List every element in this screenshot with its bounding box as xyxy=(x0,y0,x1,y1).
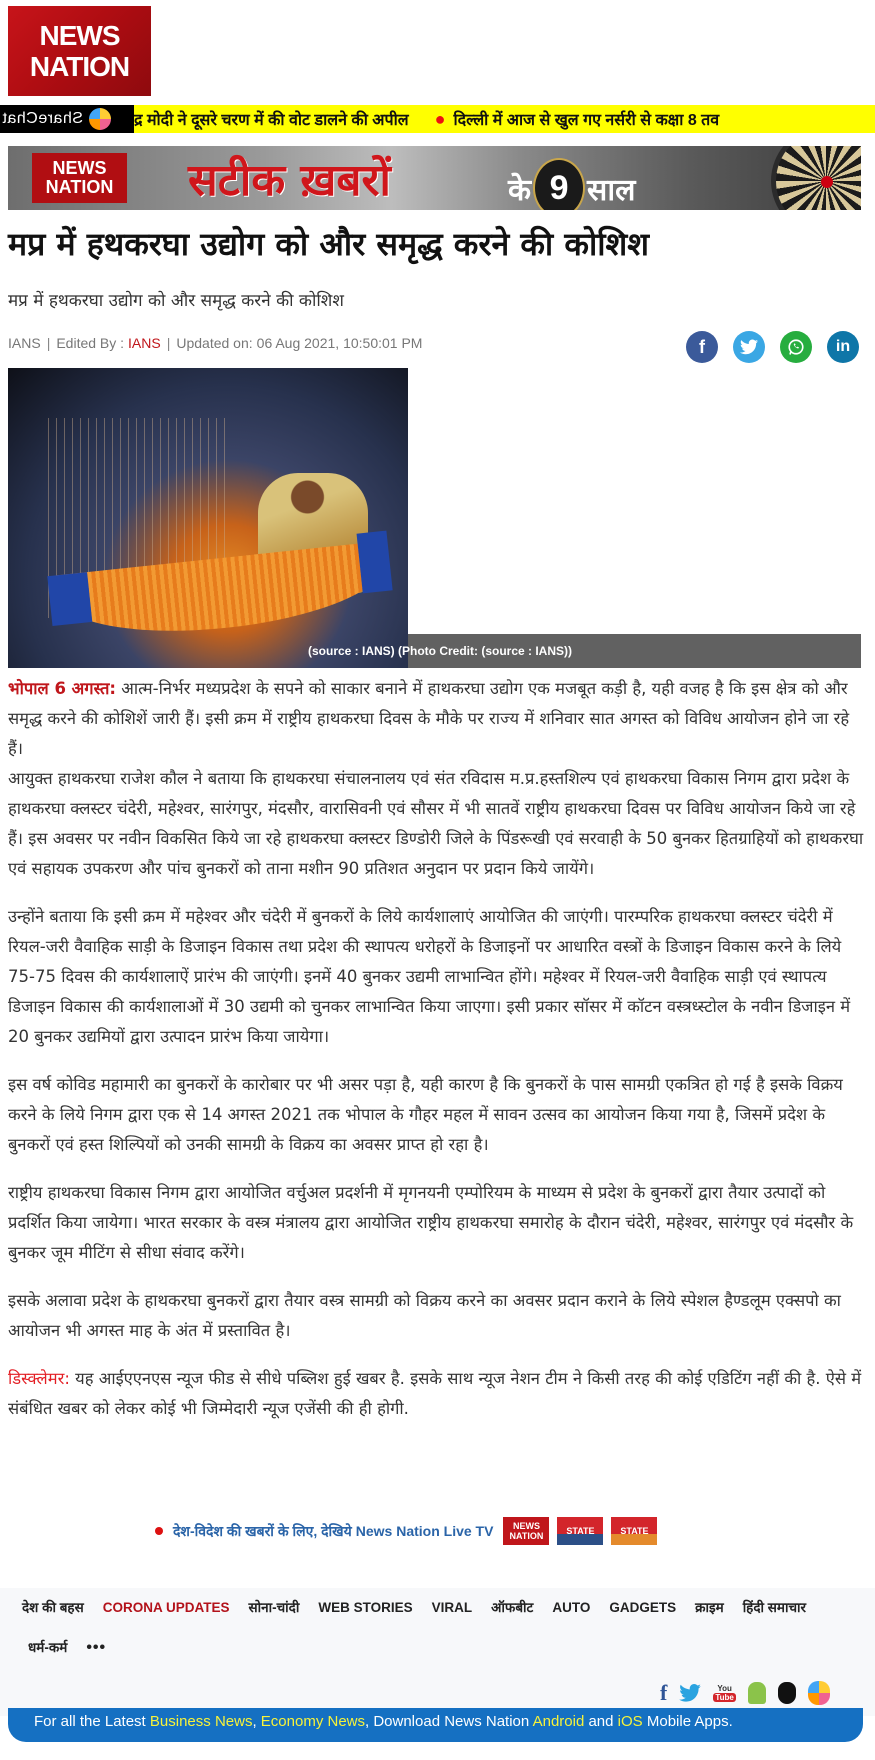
android-icon[interactable] xyxy=(748,1682,766,1704)
sharechat-icon xyxy=(89,108,111,130)
news-nation-channel-logo[interactable]: NEWS NATION xyxy=(503,1517,549,1545)
ticker-item[interactable]: ● दिल्ली में आज से खुल गए नर्सरी से कक्षा 8 तव xyxy=(434,108,720,129)
lead-image-container xyxy=(8,368,861,668)
ticker-items xyxy=(134,105,745,133)
more-menu-icon[interactable]: ••• xyxy=(86,1639,107,1656)
footer-nav-item[interactable]: देश की बहस xyxy=(22,1600,84,1615)
article-paragraph: राष्ट्रीय हाथकरघा विकास निगम द्वारा आयोजित वर्चुअल प्रदर्शनी में मृगनयनी एम्पोरियम के माध्यम से प्रदेश के बुनकरों द्वारा तैयार उत्पादों को प्रदर्शित किया जायेगा। भारत सरकार के वस्त्र मंत्रालय द्वारा आयोजित राष्ट्रीय हाथकरघा समारोह के दौरान चंदेरी, महेश्वर, सारंगपुर एवं मंदसौर के बुनकर जूम मीटिंग से सीधा संवाद करेंगे। xyxy=(8,1183,854,1262)
updated-label: Updated on: xyxy=(176,335,253,351)
disclaimer xyxy=(8,1364,864,1424)
live-tv-link[interactable]: News Nation Live TV xyxy=(355,1523,494,1539)
bullet-icon xyxy=(155,1527,163,1535)
footer xyxy=(0,1588,875,1716)
banner-title: सटीक ख़बरों xyxy=(188,155,391,206)
twitter-icon[interactable] xyxy=(679,1684,701,1702)
footer-nav xyxy=(22,1588,862,1668)
footer-social-links xyxy=(660,1680,842,1706)
facebook-share-button[interactable] xyxy=(686,331,718,363)
twitter-icon xyxy=(740,339,758,355)
app-download-bar: For all the Latest Business News, Economy News, Download News Nation Android and iOS Mobile Apps. xyxy=(8,1708,863,1742)
footer-nav-item-corona[interactable]: CORONA UPDATES xyxy=(102,1600,230,1615)
separator: | xyxy=(46,335,51,351)
dartboard-icon xyxy=(771,146,861,210)
author[interactable]: IANS xyxy=(8,335,41,351)
article-paragraph: इस वर्ष कोविड महामारी का बुनकरों के कारोबार पर भी असर पड़ा है, यही कारण है कि बुनकरों के पास सामग्री एकत्रित हो गई है इसके विक्रय करने के लिये निगम द्वारा एक से 14 अगस्त 2021 तक भोपाल के गौहर महल में सावन उत्सव का आयोजन किया गया है, जिसमें प्रदेश के बुनकरों एवं हस्त शिल्पियों को उनकी सामग्री के विक्रय का अवसर प्राप्त हो रहा है। xyxy=(8,1075,843,1154)
business-news-link[interactable]: Business News xyxy=(149,1713,253,1730)
updated-timestamp: 06 Aug 2021, 10:50:01 PM xyxy=(256,335,423,351)
footer-nav-item[interactable]: सोना-चांदी xyxy=(248,1600,300,1615)
linkedin-share-button[interactable] xyxy=(827,331,859,363)
image-caption: (source : IANS) (Photo Credit: (source : IANS)) xyxy=(308,644,573,658)
live-tv-text: देश-विदेश की खबरों के लिए, देखिये xyxy=(173,1522,352,1539)
linkedin-icon: in xyxy=(835,338,851,355)
facebook-icon[interactable]: f xyxy=(660,1680,668,1705)
news-state-up-channel-logo[interactable]: STATE xyxy=(557,1517,603,1545)
ticker-item[interactable]: द्र मोदी ने दूसरे चरण में की वोट डालने की अपील xyxy=(134,112,409,129)
banner-logo: NEWS NATION xyxy=(32,153,127,203)
disclaimer-label: डिस्क्लेमर: xyxy=(8,1369,70,1388)
footer-nav-item[interactable]: ऑफबीट xyxy=(491,1600,534,1615)
edited-by-label: Edited By : xyxy=(56,335,125,351)
disclaimer-text: यह आईएएनएस न्यूज फीड से सीधे पब्लिश हुई खबर है. इसके साथ न्यूज नेशन टीम ने किसी तरह की कोई एडिटिंग नहीं की है. ऐसे में संबंधित खबर को लेकर कोई भी जिम्मेदारी न्यूज एजेंसी की ही होगी. xyxy=(8,1369,862,1418)
article-paragraph: उन्होंने बताया कि इसी क्रम में महेश्वर और चंदेरी में बुनकरों के लिये कार्यशालाएं आयोजित की जाएंगी। पारम्परिक हाथकरघा क्लस्टर चंदेरी में रियल-जरी वैवाहिक साड़ी के डिजाइन विकास तथा प्रदेश की स्थापत्य धरोहरों के डिजाइनों पर आधारित वस्त्रों के डिजाइन विकास करने के लिये 75-75 दिवस की कार्यशालाऐं प्रारंभ की जाएंगी। इनमें 40 बुनकर उद्यमी लाभान्वित होंगे। महेश्वर में रियल-जरी वैवाहिक साड़ी एवं स्थापत्य डिजाइन विकास की कार्यशालाओं में 30 उद्यमी को चुनकर लाभान्वित किया जाएगा। इसी प्रकार सॉसर में कॉटन वस्त्रध्स्टोल के नवीन डिजाइन में 20 बुनकर उद्यमियों द्वारा उत्पादन प्रारंभ किया जायेगा। xyxy=(8,907,851,1046)
news-state-mp-channel-logo[interactable]: STATE xyxy=(611,1517,657,1545)
sharechat-badge[interactable] xyxy=(0,105,134,133)
footer-nav-item[interactable]: क्राइम xyxy=(695,1600,724,1615)
share-buttons xyxy=(686,331,874,363)
sharechat-label: ShareChat xyxy=(2,110,83,127)
youtube-icon[interactable]: You Tube xyxy=(715,1684,734,1702)
economy-news-link[interactable]: Economy News xyxy=(260,1713,365,1730)
whatsapp-icon xyxy=(787,338,805,356)
banner-nine-badge: 9 xyxy=(533,158,585,210)
article-paragraph: भोपाल 6 अगस्त: आत्म-निर्भर मध्यप्रदेश के सपने को साकार बनाने में हाथकरघा उद्योग एक मजबूत कड़ी है, यही वजह है कि इस क्षेत्र को और समृद्ध करने की कोशिशें जारी हैं। इसी क्रम में राष्ट्रीय हाथकरघा दिवस के मौके पर राज्य में शनिवार सात अगस्त को विविध आयोजन होने जा रहे हैं। xyxy=(8,679,850,758)
facebook-icon: f xyxy=(699,336,705,357)
news-nation-logo[interactable] xyxy=(8,6,151,96)
logo-line2: NATION xyxy=(29,51,130,82)
article-body xyxy=(8,674,864,1424)
footer-nav-item[interactable]: हिंदी समाचार xyxy=(742,1600,807,1615)
banner-subtitle: के 9 साल xyxy=(508,158,635,210)
footer-nav-item[interactable]: WEB STORIES xyxy=(318,1600,413,1615)
logo-line1: NEWS xyxy=(39,20,120,51)
article-paragraph: आयुक्त हाथकरघा राजेश कौल ने बताया कि हाथकरघा संचालनालय एवं संत रविदास म.प्र.हस्तशिल्प एवं हाथकरघा विकास निगम द्वारा प्रदेश के हाथकरघा क्लस्टर चंदेरी, महेश्वर, सारंगपुर, मंदसौर, वारासिवनी एवं सौसर में भी सातवें राष्ट्रीय हाथकरघा दिवस पर विविध आयोजन किये जा रहे हैं। इस अवसर पर नवीन विकसित किये जा रहे हाथकरघा क्लस्टर डिण्डोरी जिले के पिंडरूखी एवं सरवाही के 50 बुनकर हितग्राहियों को हाथकरघा एवं सहायक उपकरण और पांच बुनकरों को ताना मशीन 90 प्रतिशत अनुदान पर प्रदान किये जायेंगे। xyxy=(8,769,864,878)
lead-image-handloom-weaver xyxy=(8,368,408,668)
footer-nav-item[interactable]: VIRAL xyxy=(431,1600,473,1615)
article-subtitle: मप्र में हथकरघा उद्योग को और समृद्ध करने की कोशिश xyxy=(8,291,344,311)
sharechat-icon[interactable] xyxy=(808,1681,830,1705)
ios-app-link[interactable]: iOS xyxy=(617,1713,643,1730)
twitter-share-button[interactable] xyxy=(733,331,765,363)
bullet-icon: ● xyxy=(434,108,446,129)
footer-nav-item[interactable]: धर्म-कर्म xyxy=(28,1640,68,1655)
live-tv-promo xyxy=(155,1517,657,1545)
article-paragraph: इसके अलावा प्रदेश के हाथकरघा बुनकरों द्वारा तैयार वस्त्र सामग्री को विक्रय करने का अवसर प्रदान कराने के लिये स्पेशल हैण्डलूम एक्सपो का आयोजन भी अगस्त माह के अंत में प्रस्तावित है। xyxy=(8,1291,841,1340)
footer-nav-item[interactable]: GADGETS xyxy=(609,1600,677,1615)
whatsapp-share-button[interactable] xyxy=(780,331,812,363)
apple-icon[interactable] xyxy=(778,1682,796,1704)
editor-link[interactable]: IANS xyxy=(128,335,161,351)
footer-nav-item[interactable]: AUTO xyxy=(552,1600,591,1615)
promo-banner[interactable] xyxy=(8,146,861,210)
dateline: भोपाल 6 अगस्त: xyxy=(8,679,116,698)
article-meta xyxy=(8,335,422,351)
android-app-link[interactable]: Android xyxy=(532,1713,585,1730)
separator: | xyxy=(166,335,171,351)
article-title: मप्र में हथकरघा उद्योग को और समृद्ध करने की कोशिश xyxy=(8,225,650,263)
breaking-news-ticker xyxy=(0,105,875,133)
